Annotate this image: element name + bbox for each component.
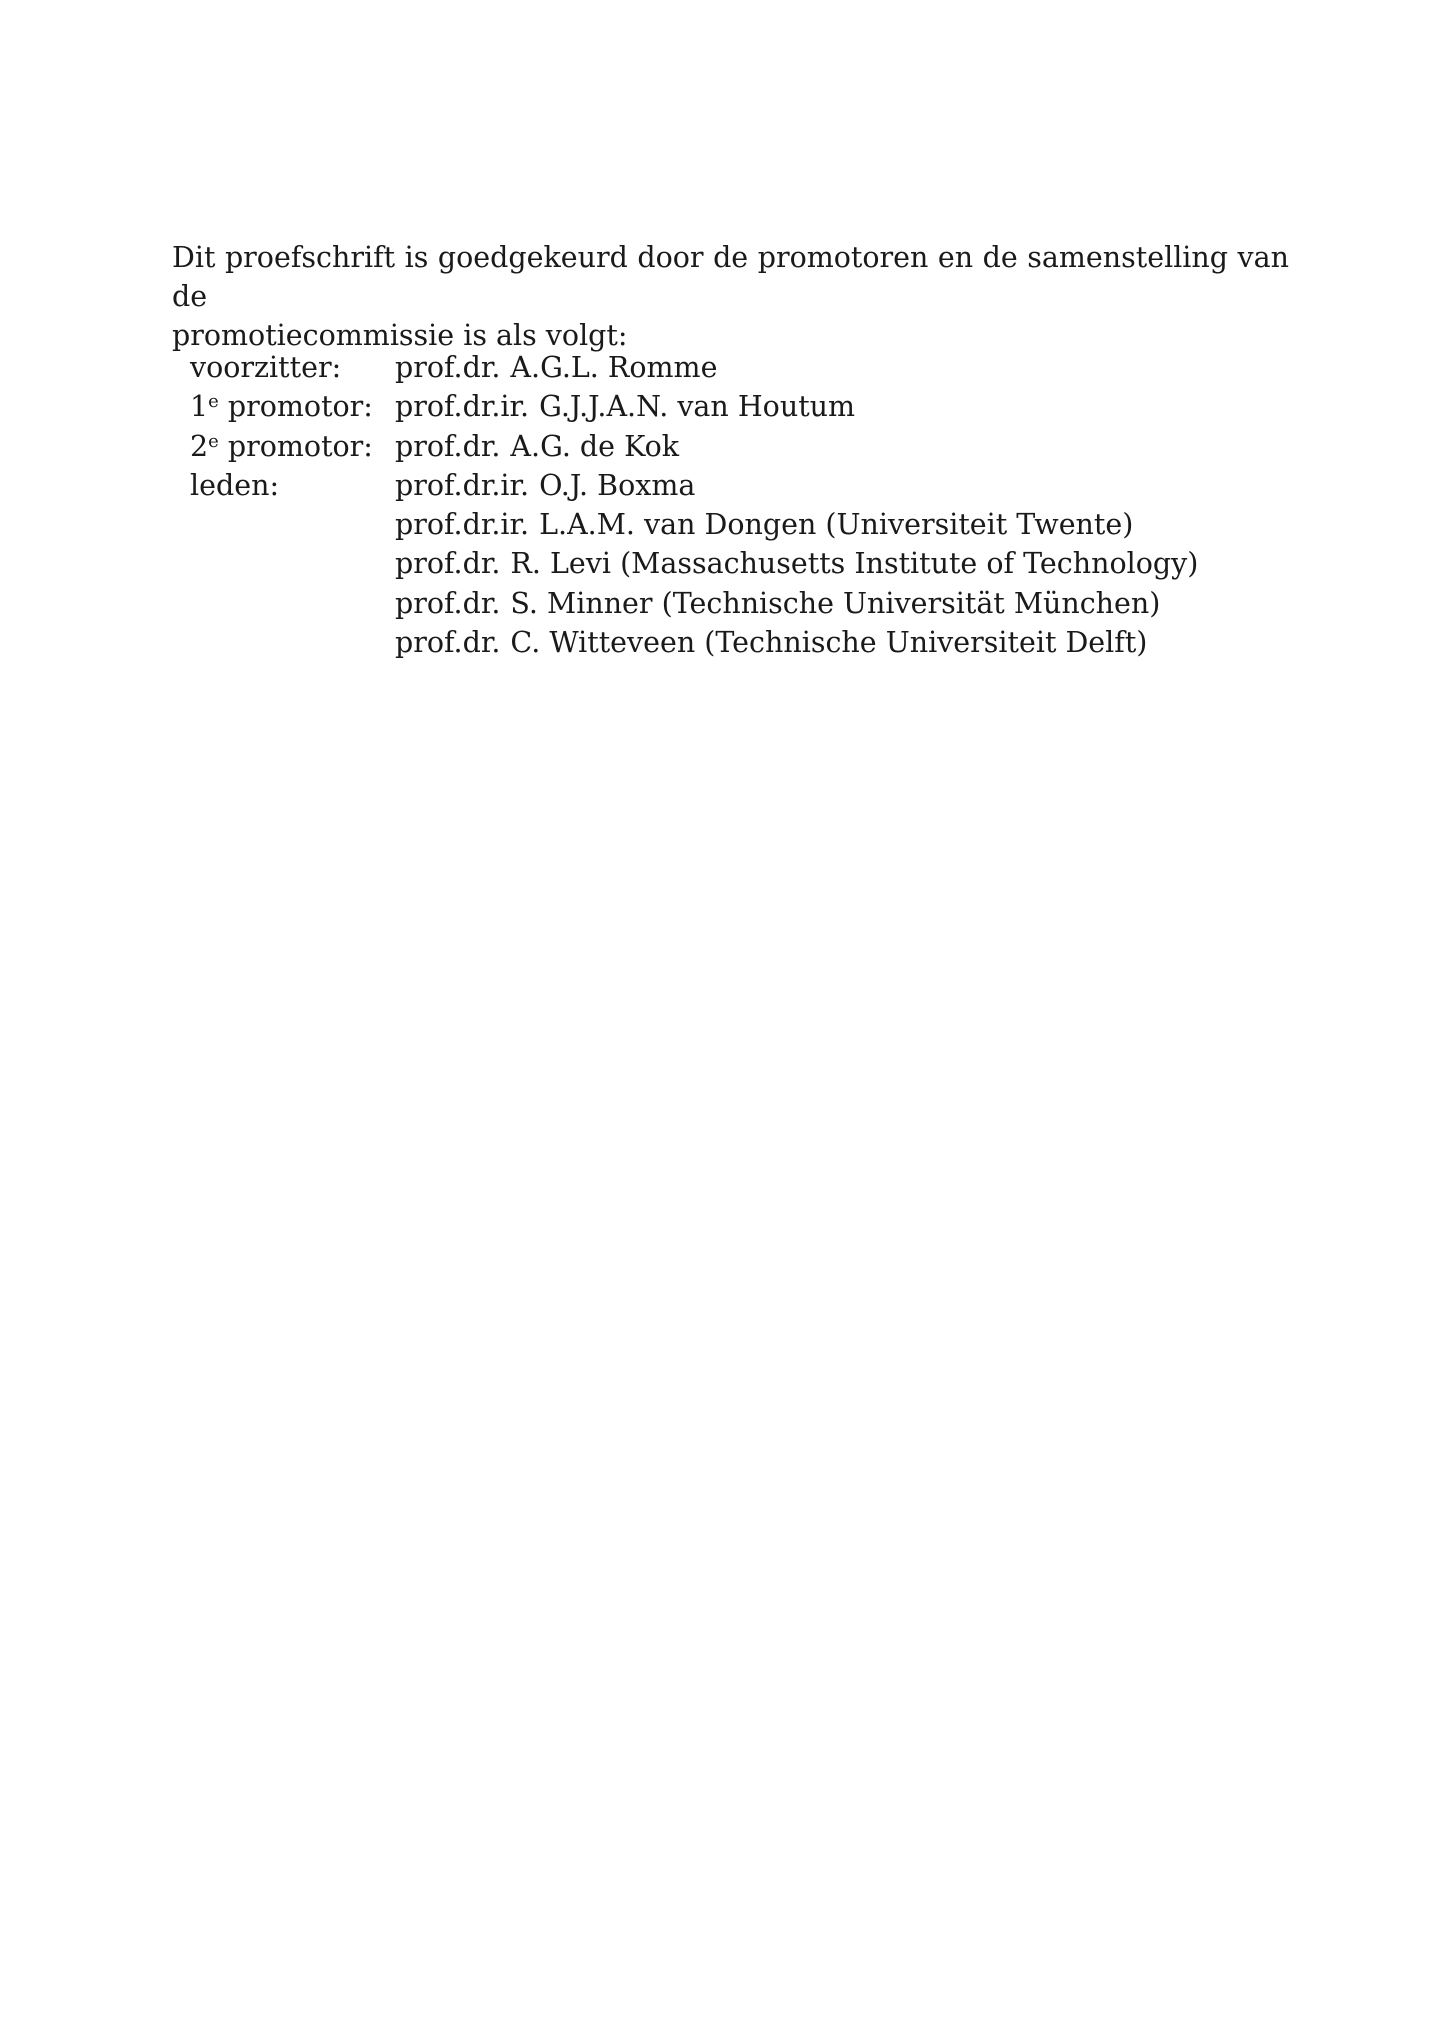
member-name: O.J. Boxma <box>539 468 696 502</box>
intro-line-2: promotiecommissie is als volgt: <box>172 319 628 352</box>
committee-row-chair <box>190 348 1198 387</box>
committee-role <box>190 505 395 544</box>
member-title: prof.dr. <box>395 547 501 581</box>
member-name: C. Witteveen (Technische Universiteit Delft) <box>510 626 1148 660</box>
committee-row-member <box>190 466 1198 505</box>
committee-row-member <box>190 584 1198 623</box>
member-name: L.A.M. van Dongen (Universiteit Twente) <box>539 508 1134 542</box>
member-title: prof.dr.ir. <box>395 390 530 424</box>
committee-row-member <box>190 544 1198 583</box>
committee-role: 1e promotor: <box>190 390 373 424</box>
committee-role: leden: <box>190 468 280 502</box>
committee-role <box>190 623 395 662</box>
committee-member <box>395 584 1160 623</box>
member-name: S. Minner (Technische Universität München) <box>510 586 1161 620</box>
member-title: prof.dr.ir. <box>395 508 530 542</box>
committee-member <box>395 505 1133 544</box>
committee-role: voorzitter: <box>190 351 342 384</box>
committee-member <box>395 387 855 426</box>
member-name: A.G.L. Romme <box>510 351 718 384</box>
committee-member <box>395 348 717 387</box>
intro-line-1: Dit proefschrift is goedgekeurd door de promotoren en de samenstelling van de <box>172 241 1289 313</box>
committee-member <box>395 466 695 505</box>
committee-row-second-promotor <box>190 427 1198 466</box>
member-title: prof.dr. <box>395 626 501 660</box>
member-name: G.J.J.A.N. van Houtum <box>539 390 856 424</box>
member-title: prof.dr. <box>395 586 501 620</box>
committee-row-member <box>190 623 1198 662</box>
committee-list <box>190 348 1198 662</box>
committee-member <box>395 544 1198 583</box>
intro-paragraph <box>172 238 1289 355</box>
committee-role: 2e promotor: <box>190 429 373 463</box>
committee-row-first-promotor <box>190 387 1198 426</box>
member-name: A.G. de Kok <box>510 429 680 463</box>
committee-role <box>190 584 395 623</box>
member-title: prof.dr. <box>395 429 501 463</box>
member-name: R. Levi (Massachusetts Institute of Technology) <box>510 547 1199 581</box>
committee-row-member <box>190 505 1198 544</box>
member-title: prof.dr.ir. <box>395 468 530 502</box>
committee-member <box>395 427 679 466</box>
committee-member <box>395 623 1147 662</box>
committee-role <box>190 544 395 583</box>
member-title: prof.dr. <box>395 351 501 384</box>
